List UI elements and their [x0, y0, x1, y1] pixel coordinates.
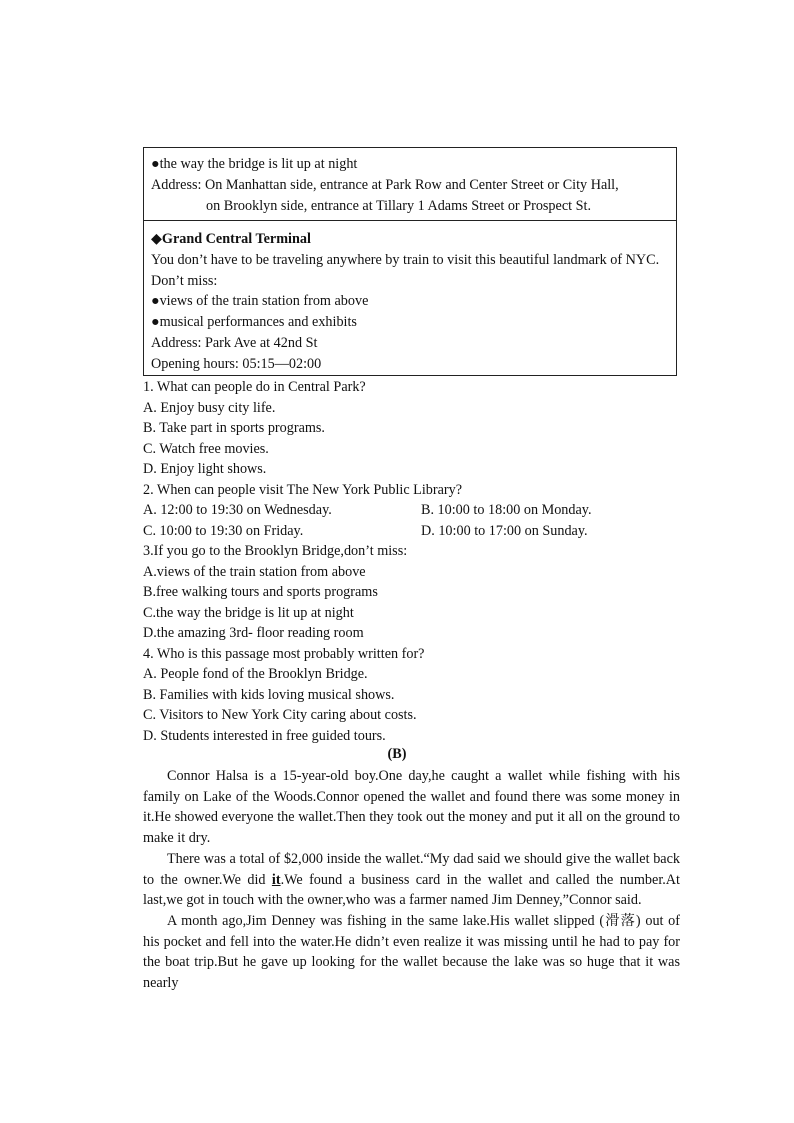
- bullet-bridge-lit: ●the way the bridge is lit up at night: [151, 156, 358, 172]
- q3-option-a: A.views of the train station from above: [143, 563, 366, 580]
- paragraph-3: A month ago,Jim Denney was fishing in the same lake.His wallet slipped (滑落) out of his pocket and fell into the water.He didn’t even realize it was missing until he had to pay for the boat trip.But he gave up looking for the wallet because the lake was so huge that it was nearly: [143, 912, 680, 992]
- paragraph-1: Connor Halsa is a 15-year-old boy.One day,he caught a wallet while fishing with his family on Lake of the Woods.Connor opened the wallet and found there was some money in it.He showed everyone the wallet.Then they took out the money and put it all on the ground to make it dry.: [143, 768, 680, 847]
- section-b-heading: (B): [387, 746, 407, 762]
- grand-central-address: Address: Park Ave at 42nd St: [151, 334, 318, 351]
- q4-option-a: A. People fond of the Brooklyn Bridge.: [143, 666, 368, 682]
- brooklyn-bridge-section: [144, 148, 676, 221]
- bullet-views: ●views of the train station from above: [151, 293, 369, 310]
- grand-central-hours: Opening hours: 05:15—02:00: [151, 355, 322, 372]
- grand-central-desc: You don’t have to be traveling anywhere by train to visit this beautiful landmark of NYC.: [151, 251, 660, 268]
- q2-option-c: C. 10:00 to 19:30 on Friday.: [143, 522, 304, 539]
- q1-option-c: C. Watch free movies.: [143, 440, 269, 457]
- q4-option-d: D. Students interested in free guided tours.: [143, 727, 386, 744]
- dont-miss-label: Don’t miss:: [151, 272, 218, 289]
- q2-row-cd: [143, 521, 683, 542]
- q1-option-b: B. Take part in sports programs.: [143, 420, 325, 436]
- attractions-table: [143, 147, 677, 376]
- brooklyn-address-line1: Address: On Manhattan side, entrance at Park Row and Center Street or City Hall,: [151, 176, 619, 193]
- q2-option-d: D. 10:00 to 17:00 on Sunday.: [421, 522, 588, 539]
- grand-central-title: ◆Grand Central Terminal: [151, 231, 311, 247]
- q3-option-d: D.the amazing 3rd- floor reading room: [143, 625, 364, 641]
- question-2: 2. When can people visit The New York Public Library?: [143, 481, 463, 498]
- questions: [143, 377, 683, 746]
- brooklyn-address-line2: on Brooklyn side, entrance at Tillary 1 Adams Street or Prospect St.: [206, 197, 591, 214]
- question-4: 4. Who is this passage most probably written for?: [143, 645, 425, 662]
- p2-text-before: There was a total of $2,000 inside the wallet.“My dad said we should give the wallet back to the owner.We did: [143, 850, 680, 888]
- grand-central-section: [144, 221, 676, 375]
- q3-option-c: C.the way the bridge is lit up at night: [143, 604, 354, 621]
- p2-text-after: .We found a business card in the wallet and called the number.At last,we got in touch with the owner,who was a farmer named Jim Denney,”Connor said.: [143, 871, 680, 909]
- q2-row-ab: [143, 500, 683, 521]
- q4-option-b: B. Families with kids loving musical shows.: [143, 686, 395, 703]
- q2-option-b: B. 10:00 to 18:00 on Monday.: [421, 502, 592, 518]
- q3-option-b: B.free walking tours and sports programs: [143, 584, 378, 600]
- q2-option-a: A. 12:00 to 19:30 on Wednesday.: [143, 502, 332, 518]
- question-1: 1. What can people do in Central Park?: [143, 379, 366, 395]
- paragraph-2: [143, 849, 680, 911]
- q1-option-d: D. Enjoy light shows.: [143, 461, 267, 477]
- underlined-it: it: [271, 871, 281, 888]
- question-3: 3.If you go to the Brooklyn Bridge,don’t miss:: [143, 543, 408, 559]
- passage-b: [143, 766, 680, 994]
- q1-option-a: A. Enjoy busy city life.: [143, 399, 276, 416]
- q4-option-c: C. Visitors to New York City caring about costs.: [143, 707, 417, 723]
- bullet-performances: ●musical performances and exhibits: [151, 314, 357, 331]
